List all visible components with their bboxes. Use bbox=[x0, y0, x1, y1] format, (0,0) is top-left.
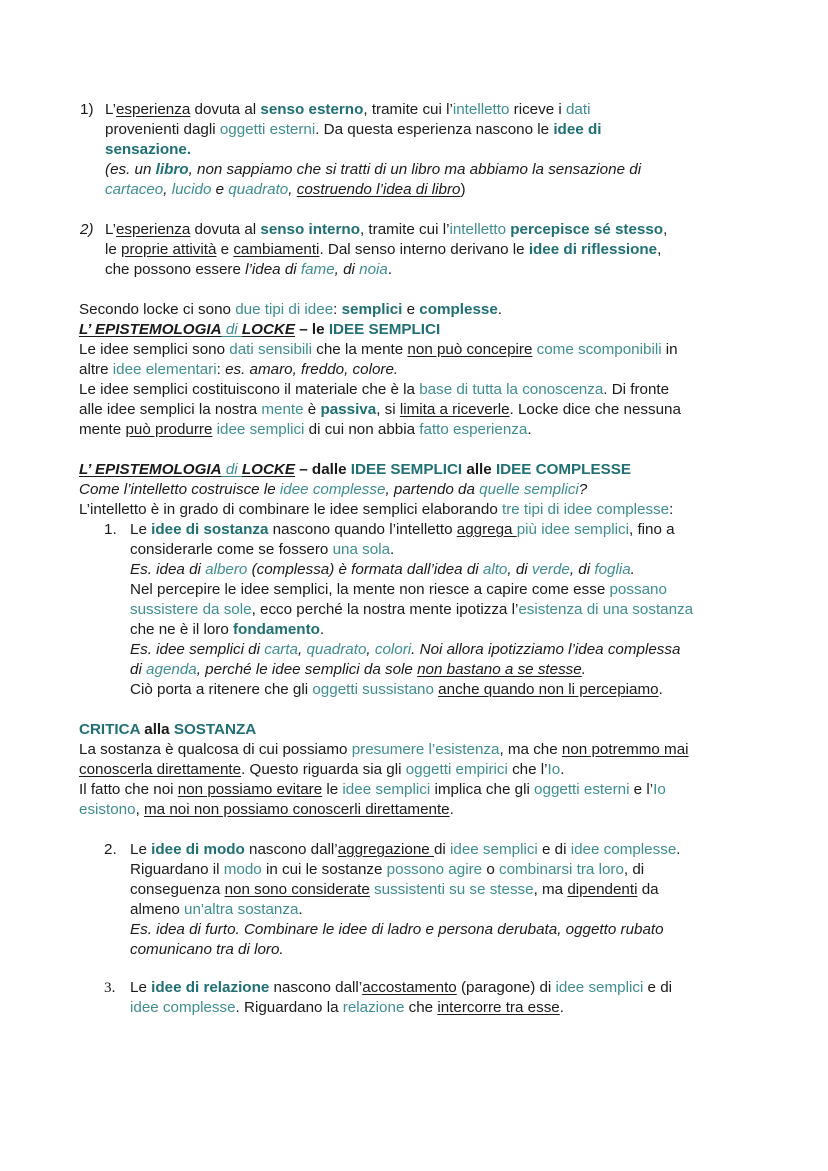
text-line: sensazione. bbox=[105, 141, 192, 158]
text-line: Le idee semplici costituiscono il materiale che è la base di tutta la conoscenza. Di fronte bbox=[79, 381, 670, 398]
text-line: Il fatto che noi non possiamo evitare le idee semplici implica che gli oggetti esterni e l’Io bbox=[79, 781, 666, 798]
text-line: che ne è il loro fondamento. bbox=[130, 621, 325, 638]
text-line: provenienti dagli oggetti esterni. Da questa esperienza nascono le idee di bbox=[105, 121, 602, 138]
text-line: altre idee elementari: es. amaro, freddo, colore. bbox=[79, 361, 399, 378]
text-line: Come l’intelletto costruisce le idee complesse, partendo da quelle semplici? bbox=[79, 481, 588, 498]
text-line: mente può produrre idee semplici di cui non abbia fatto esperienza. bbox=[79, 421, 532, 438]
text-line: Le idee di sostanza nascono quando l’intelletto aggrega più idee semplici, fino a bbox=[130, 521, 675, 538]
list-item-idee-di-modo bbox=[104, 840, 770, 960]
section-critica-sostanza bbox=[79, 720, 759, 820]
list-number: 1) bbox=[80, 101, 94, 118]
text-line: Es. idea di albero (complessa) è formata dall’idea di alto, di verde, di foglia. bbox=[130, 561, 635, 578]
text-line: Secondo locke ci sono due tipi di idee: semplici e complesse. bbox=[79, 301, 503, 318]
text-line: almeno un'altra sostanza. bbox=[130, 901, 303, 918]
list-number: 3. bbox=[104, 979, 116, 996]
section-heading: L’ EPISTEMOLOGIA di LOCKE – dalle IDEE SEMPLICI alle IDEE COMPLESSE bbox=[79, 461, 631, 478]
text-line: Es. idea di furto. Combinare le idee di ladro e persona derubata, oggetto rubato bbox=[130, 921, 664, 938]
list-item-idee-di-relazione bbox=[104, 978, 770, 1018]
text-line: conoscerla direttamente. Questo riguarda sia gli oggetti empirici che l’Io. bbox=[79, 761, 565, 778]
text-line: che possono essere l’idea di fame, di noia. bbox=[105, 261, 393, 278]
list-item-idee-di-sostanza bbox=[104, 520, 770, 700]
list-number: 2) bbox=[80, 221, 94, 238]
text-line: Le idee di relazione nascono dall’accostamento (paragone) di idee semplici e di bbox=[130, 979, 673, 996]
section-heading: L’ EPISTEMOLOGIA di LOCKE – le IDEE SEMPLICI bbox=[79, 321, 441, 338]
text-line: idee complesse. Riguardano la relazione che intercorre tra esse. bbox=[130, 999, 564, 1016]
list-item-senso-interno bbox=[80, 220, 745, 280]
text-line: L’esperienza dovuta al senso esterno, tramite cui l’intelletto riceve i dati bbox=[105, 101, 591, 118]
section-idee-complesse bbox=[79, 460, 759, 520]
text-line: comunicano tra di loro. bbox=[130, 941, 284, 958]
text-line: Nel percepire le idee semplici, la mente non riesce a capire come esse possano bbox=[130, 581, 667, 598]
text-line: alle idee semplici la nostra mente è passiva, si limita a riceverle. Locke dice che nessuna bbox=[79, 401, 681, 418]
text-line: di agenda, perché le idee semplici da sole non bastano a se stesse. bbox=[130, 661, 586, 678]
section-heading: CRITICA alla SOSTANZA bbox=[79, 721, 257, 738]
text-line: L’esperienza dovuta al senso interno, tramite cui l’intelletto percepisce sé stesso, bbox=[105, 221, 668, 238]
text-line: L’intelletto è in grado di combinare le idee semplici elaborando tre tipi di idee complesse: bbox=[79, 501, 674, 518]
list-number: 2. bbox=[104, 841, 117, 858]
text-line: (es. un libro, non sappiamo che si tratti di un libro ma abbiamo la sensazione di bbox=[105, 161, 642, 178]
text-line: considerarle come se fossero una sola. bbox=[130, 541, 395, 558]
text-line: Le idee di modo nascono dall’aggregazione di idee semplici e di idee complesse. bbox=[130, 841, 681, 858]
text-line: Es. idee semplici di carta, quadrato, colori. Noi allora ipotizziamo l’idea complessa bbox=[130, 641, 681, 658]
text-line: Ciò porta a ritenere che gli oggetti sussistano anche quando non li percepiamo. bbox=[130, 681, 663, 698]
text-line: conseguenza non sono considerate sussistenti su se stesse, ma dipendenti da bbox=[130, 881, 659, 898]
list-item-senso-esterno bbox=[80, 100, 745, 200]
text-line: le proprie attività e cambiamenti. Dal senso interno derivano le idee di riflessione, bbox=[105, 241, 662, 258]
text-line: cartaceo, lucido e quadrato, costruendo l’idea di libro) bbox=[105, 181, 466, 198]
text-line: La sostanza è qualcosa di cui possiamo presumere l’esistenza, ma che non potremmo mai bbox=[79, 741, 689, 758]
text-line: Riguardano il modo in cui le sostanze possono agire o combinarsi tra loro, di bbox=[130, 861, 645, 878]
text-line: Le idee semplici sono dati sensibili che la mente non può concepire come scomponibili in bbox=[79, 341, 678, 358]
text-line: esistono, ma noi non possiamo conoscerli direttamente. bbox=[79, 801, 454, 818]
section-idee-semplici bbox=[79, 300, 759, 440]
text-line: sussistere da sole, ecco perché la nostra mente ipotizza l’esistenza di una sostanza bbox=[130, 601, 694, 618]
list-number: 1. bbox=[104, 521, 117, 538]
